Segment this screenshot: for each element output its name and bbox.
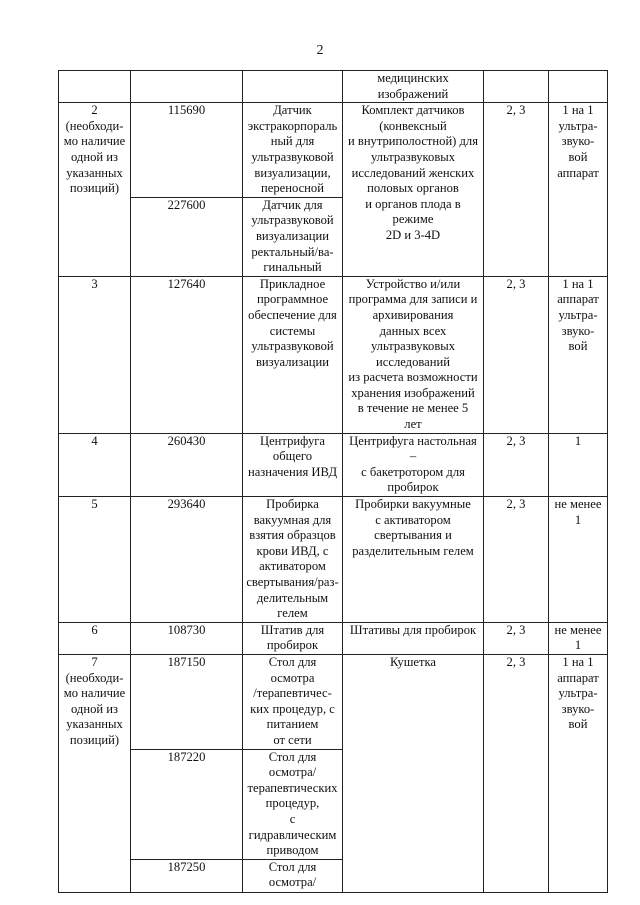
ref-cell — [484, 71, 549, 103]
position-cell: 4 — [59, 433, 131, 496]
table-row — [59, 654, 608, 749]
ref-cell: 2, 3 — [484, 433, 549, 496]
code-cell: 187150 — [131, 654, 243, 749]
code-cell: 127640 — [131, 276, 243, 433]
ref-cell: 2, 3 — [484, 654, 549, 892]
table-row — [59, 276, 608, 433]
code-cell: 108730 — [131, 622, 243, 654]
quantity-cell: 1 на 1 аппарат ультра- звуко- вой — [549, 276, 608, 433]
table-row — [59, 622, 608, 654]
name-cell: Стол для осмотра /терапевтичес- ких процедур, с питанием от сети — [243, 654, 343, 749]
quantity-cell: 1 на 1 ультра- звуко- вой аппарат — [549, 103, 608, 277]
code-cell: 187220 — [131, 749, 243, 859]
table-row — [59, 497, 608, 623]
position-cell — [59, 71, 131, 103]
description-line: изображений — [377, 86, 449, 101]
name-cell: Стол для осмотра/ — [243, 859, 343, 892]
page-number: 2 — [316, 43, 324, 58]
description-cell: Кушетка — [343, 654, 484, 892]
position-cell: 7 (необходи- мо наличие одной из указанных позиций) — [59, 654, 131, 892]
position-cell: 5 — [59, 497, 131, 623]
description-cell: Штативы для пробирок — [343, 622, 484, 654]
table-row — [59, 103, 608, 198]
table-row-continuation — [59, 71, 608, 103]
name-cell: Центрифуга общего назначения ИВД — [243, 433, 343, 496]
position-cell: 6 — [59, 622, 131, 654]
quantity-cell — [549, 71, 608, 103]
ref-cell: 2, 3 — [484, 276, 549, 433]
quantity-cell: не менее 1 — [549, 497, 608, 623]
ref-cell: 2, 3 — [484, 622, 549, 654]
description-cell: Центрифуга настольная – с бакетротором для пробирок — [343, 433, 484, 496]
quantity-cell: не менее 1 — [549, 622, 608, 654]
ref-cell: 2, 3 — [484, 103, 549, 277]
equipment-table — [58, 70, 608, 893]
description-cell: Устройство и/или программа для записи и архивирования данных всех ультразвуковых исследований из расчета возможности хранения изображений в течение не менее 5 лет — [343, 276, 484, 433]
position-cell: 2 (необходи- мо наличие одной из указанных позиций) — [59, 103, 131, 277]
description-cell: Комплект датчиков (конвексный и внутриполостной) для ультразвуковых исследований женских половых органов и органов плода в режиме 2D и 3-4D — [343, 103, 484, 277]
name-cell — [243, 71, 343, 103]
code-cell: 115690 — [131, 103, 243, 198]
table-row — [59, 433, 608, 496]
name-cell: Стол для осмотра/ терапевтических процедур, с гидравлическим приводом — [243, 749, 343, 859]
ref-cell: 2, 3 — [484, 497, 549, 623]
code-cell: 227600 — [131, 197, 243, 276]
quantity-cell: 1 — [549, 433, 608, 496]
code-cell — [131, 71, 243, 103]
name-cell: Датчик экстракорпораль ный для ультразвуковой визуализации, переносной — [243, 103, 343, 198]
name-cell: Пробирка вакуумная для взятия образцов крови ИВД, с активатором свертывания/раз- делительным гелем — [243, 497, 343, 623]
quantity-cell: 1 на 1 аппарат ультра- звуко- вой — [549, 654, 608, 892]
name-cell: Датчик для ультразвуковой визуализации ректальный/ва- гинальный — [243, 197, 343, 276]
description-cell: Пробирки вакуумные с активатором свертывания и разделительным гелем — [343, 497, 484, 623]
position-cell: 3 — [59, 276, 131, 433]
description-line: медицинских — [377, 71, 449, 85]
name-cell: Штатив для пробирок — [243, 622, 343, 654]
code-cell: 293640 — [131, 497, 243, 623]
code-cell: 260430 — [131, 433, 243, 496]
name-cell: Прикладное программное обеспечение для системы ультразвуковой визуализации — [243, 276, 343, 433]
description-cell — [343, 71, 484, 103]
code-cell: 187250 — [131, 859, 243, 892]
